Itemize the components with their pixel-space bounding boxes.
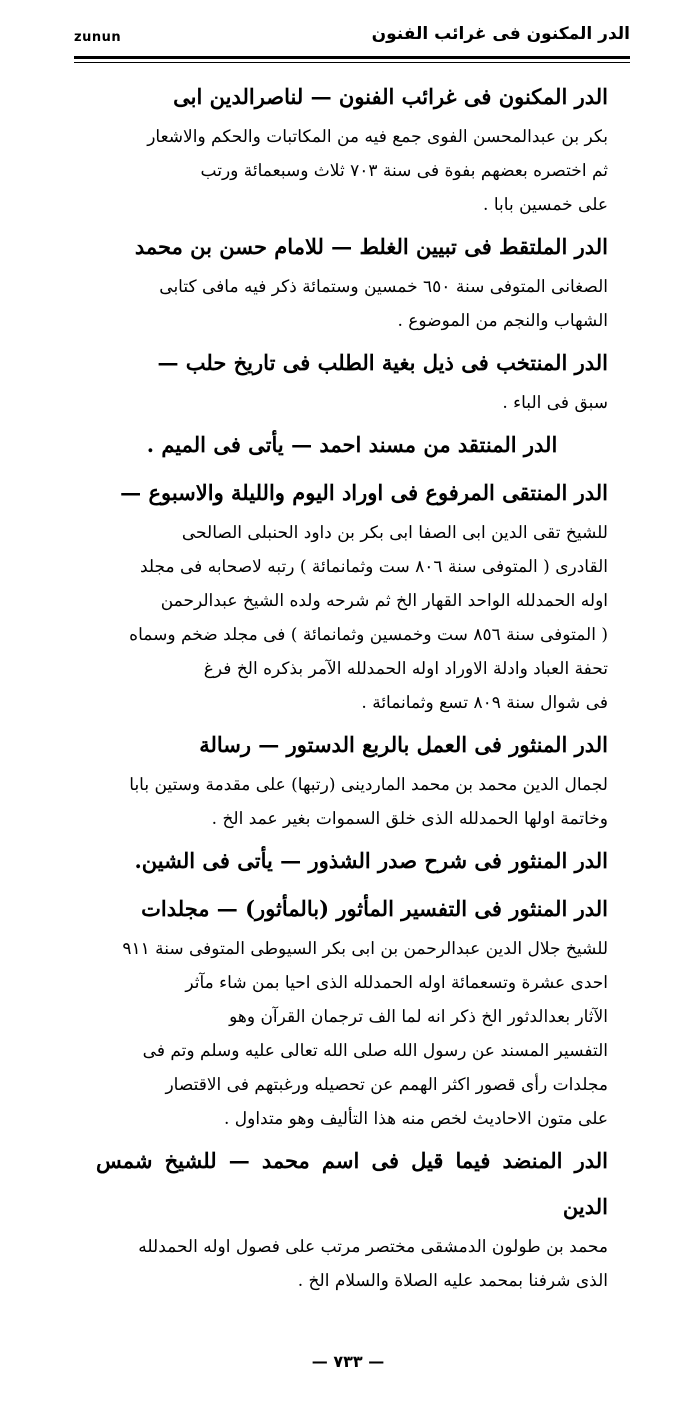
dictionary-entry <box>96 422 608 468</box>
dictionary-entry <box>96 74 608 222</box>
entry-heading: الدر الملتقط فى تبيين الغلط — للامام حسن بن محمد <box>134 234 608 259</box>
entry-body-line: على خمسين بابا . <box>483 195 608 215</box>
entry-body-line: بكر بن عبدالمحسن الفوى جمع فيه من المكاتبات والحكم والاشعار <box>147 127 608 147</box>
entry-body-line: لجمال الدين محمد بن محمد الماردينى (رتبها) على مقدمة وستين بابا <box>129 775 608 795</box>
entry-heading: الدر المنثور فى شرح صدر الشذور — يأتى فى الشين. <box>134 848 608 873</box>
dictionary-entry <box>96 886 608 1136</box>
entry-heading: الدر المنثور فى العمل بالربع الدستور — رسالة <box>199 732 608 757</box>
header-rule-thin <box>74 62 630 63</box>
entry-body-line: محمد بن طولون الدمشقى مختصر مرتب على فصول اوله الحمدلله <box>138 1237 608 1257</box>
header-catchword: zunun <box>74 30 122 45</box>
entry-body-line: اوله الحمدلله الواحد القهار الخ ثم شرحه ولده الشيخ عبدالرحمن <box>160 591 608 611</box>
header-rule-thick <box>74 56 630 59</box>
dictionary-entry <box>96 340 608 420</box>
entry-heading: الدر المكنون فى غرائب الفنون — لناصرالدين ابى <box>173 84 608 109</box>
entry-body-line: ( المتوفى سنة ٨٥٦ ست وخمسين وثمانمائة ) فى مجلد ضخم وسماه <box>129 625 608 645</box>
entry-body-line: ثم اختصره بعضهم بفوة فى سنة ٧٠٣ ثلاث وسبعمائة ورتب <box>200 161 608 181</box>
dictionary-entry <box>96 722 608 836</box>
entry-heading: الدر المنتقى المرفوع فى اوراد اليوم والليلة والاسبوع — <box>120 480 608 505</box>
running-header <box>74 22 630 52</box>
entry-heading: الدر المنثور فى التفسير المأثور (بالمأثور) — مجلدات <box>141 896 608 921</box>
entry-body-line: الآثار بعدالدثور الخ ذكر انه لما الف ترجمان القرآن وهو <box>229 1007 608 1027</box>
dictionary-entry <box>96 838 608 884</box>
entry-body-line: الذى شرفنا بمحمد عليه الصلاة والسلام الخ . <box>297 1271 608 1291</box>
entry-body-line: على متون الاحاديث لخص منه هذا التأليف وهو متداول . <box>223 1109 608 1129</box>
entry-heading: الدر المنتخب فى ذيل بغية الطلب فى تاريخ حلب — <box>157 350 608 375</box>
entry-body-line: وخاتمة اولها الحمدلله الذى خلق السموات بغير عمد الخ . <box>211 809 608 829</box>
page-number: — ٧٣٣ — <box>311 1352 385 1371</box>
entry-body-line: تحفة العباد وادلة الاوراد اوله الحمدلله الآمر بذكره الخ فرغ <box>203 659 608 679</box>
dictionary-entry <box>96 1138 608 1298</box>
header-title: الدر المكنون فى غرائب الفنون <box>371 24 630 44</box>
dictionary-entry <box>96 224 608 338</box>
entry-body-line: للشيخ جلال الدين عبدالرحمن بن ابى بكر السيوطى المتوفى سنة ٩١١ <box>122 939 608 959</box>
entry-body-line: التفسير المسند عن رسول الله صلى الله تعالى عليه وسلم وتم فى <box>142 1041 608 1061</box>
entry-body-line: الشهاب والنجم من الموضوع . <box>397 311 608 331</box>
entry-body-line: للشيخ تقى الدين ابى الصفا ابى بكر بن داود الحنبلى الصالحى <box>181 523 608 543</box>
entries-column <box>96 74 608 1300</box>
entry-body-line: احدى عشرة وتسعمائة اوله الحمدلله الذى احيا بمن شاء مآثر <box>185 973 608 993</box>
entry-body-line: مجلدات رأى قصور اكثر الهمم عن تحصيله ورغبتهم فى الاقتصار <box>165 1075 608 1095</box>
entry-heading: الدر المنتقد من مسند احمد — يأتى فى الميم . <box>146 432 558 457</box>
entry-body-line: فى شوال سنة ٨٠٩ تسع وثمانمائة . <box>361 693 608 713</box>
entry-body-line: الصغانى المتوفى سنة ٦٥٠ خمسين وستمائة ذكر فيه مافى كتابى <box>159 277 608 297</box>
entry-heading: الدر المنضد فيما قيل فى اسم محمد — للشيخ شمس الدين <box>96 1148 608 1219</box>
dictionary-entry <box>96 470 608 720</box>
entry-body-line: القادرى ( المتوفى سنة ٨٠٦ ست وثمانمائة ) رتبه لاصحابه فى مجلد <box>139 557 608 577</box>
entry-body-line: سبق فى الباء . <box>502 393 608 413</box>
